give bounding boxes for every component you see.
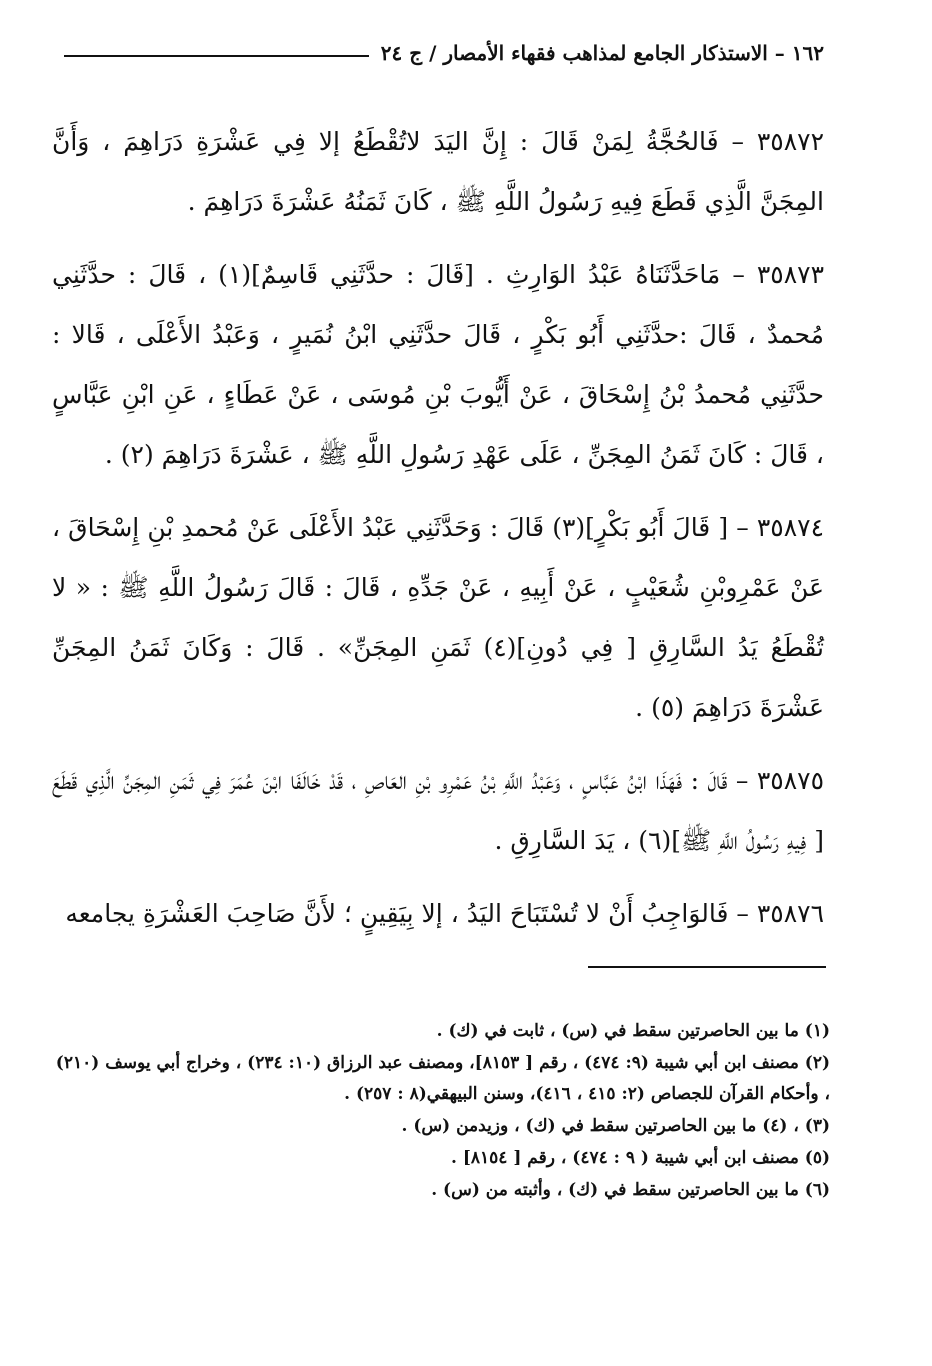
- footnote-3-4: (٣) ، (٤) ما بين الحاصرتين سقط في (ك) ، وزيدمن (س) .: [401, 1116, 830, 1136]
- paragraph-35872: [52, 112, 824, 232]
- paragraph-number: ٣٥٨٧٦ –: [736, 899, 824, 928]
- paragraph-35875: [52, 751, 824, 871]
- footnote-separator: [588, 966, 826, 968]
- paragraph-text: فَالحُجَّةُ لِمَنْ قَالَ : إِنَّ اليَدَ لاتُقْطَعُ إلا فِي عَشْرَةِ دَرَاهِمَ ، وَأَنَّ المِجَنَّ الَّذِي قَطَعَ فِيهِ رَسُولُ اللَّهِ ﷺ ، كَانَ ثَمَنُهُ عَشْرَةَ دَرَاهِمَ .: [52, 127, 824, 216]
- paragraph-35876: [52, 884, 824, 944]
- footnote-1: (١) ما بين الحاصرتين سقط في (س) ، ثابت في (ك) .: [436, 1021, 830, 1041]
- paragraph-number: ٣٥٨٧٣ –: [732, 260, 824, 289]
- paragraph-number: ٣٥٨٧٢ –: [731, 127, 825, 156]
- footnote-5: (٥) مصنف ابن أبي شيبة ( ٩ : ٤٧٤) ، رقم [ ٨١٥٤] .: [451, 1148, 830, 1168]
- header-rule: [64, 55, 369, 57]
- paragraph-35874: [52, 498, 824, 738]
- paragraph-number: ٣٥٨٧٥ –: [735, 766, 824, 795]
- running-header: [64, 36, 824, 70]
- paragraph-number: ٣٥٨٧٤ –: [736, 513, 825, 542]
- paragraph-text: قَالَ : فَهَذَا ابْنُ عَبَّاسٍ ، وَعَبْدُ اللَّهِ بْنُ عَمْرِو بْنِ العَاصِ ، قَدْ خَالَفَا ابْنَ عُمَرَ فِي ثَمَنِ المِجَنِّ الَّذِي قَطَعَ [ فِيهِ رَسُولُ اللَّهِ ﷺ](٦) ، يَدَ السَّارِقِ .: [52, 766, 824, 855]
- footnote-6: (٦) ما بين الحاصرتين سقط في (ك) ، وأثبته من (س) .: [431, 1180, 830, 1200]
- header-title: ١٦٢ – الاستذكار الجامع لمذاهب فقهاء الأمصار / ج ٢٤: [380, 41, 824, 65]
- paragraph-text: مَاحَدَّثَنَاهُ عَبْدُ الوَارِثِ . [قَالَ : حدَّثَنِي قَاسِمٌ](١) ، قَالَ : حدَّثَنِي مُحمدٌ ، قَالَ :حدَّثَنِي أَبُو بَكْرٍ ، قَالَ حدَّثَنِي ابْنُ نُمَيرٍ ، وَعَبْدُ الأَعْلَى ، قَالا : حدَّثَنِي مُحمدُ بْنُ إِسْحَاقَ ، عَنْ أَيُّوبَ بْنِ مُوسَى ، عَنْ عَطَاءٍ ، عَنِ ابْنِ عَبَّاسٍ ، قَالَ : كَانَ ثَمَنُ المِجَنِّ ، عَلَى عَهْدِ رَسُولِ اللَّهِ ﷺ ، عَشْرَةَ دَرَاهِمَ (٢) .: [52, 260, 824, 469]
- footnote-2: (٢) مصنف ابن أبي شيبة (٩: ٤٧٤) ، رقم [ ٨١٥٣]، ومصنف عبد الرزاق (١٠: ٢٣٤) ، وخراج أبي يوسف (٢١٠) ، وأحكام القرآن للجصاص (٢: ٤١٥ ، ٤١٦)، وسنن البيهقي(٨ : ٢٥٧) .: [55, 1053, 830, 1104]
- main-text: [52, 112, 824, 957]
- paragraph-35873: [52, 245, 824, 485]
- paragraph-text: فَالوَاجِبُ أَنْ لا تُسْتَبَاحَ اليَدُ ، إلا بِيَقِينٍ ؛ لأَنَّ صَاحِبَ العَشْرَةِ يجامعه: [65, 899, 729, 928]
- paragraph-text: [ قَالَ أَبُو بَكْرٍ](٣) قَالَ : وَحَدَّثَنِي عَبْدُ الأَعْلَى عَنْ مُحمدِ بْنِ إِسْحَاقَ ، عَنْ عَمْرِوبْنِ شُعَيْبٍ ، عَنْ أَبِيهِ ، عَنْ جَدِّهِ ، قَالَ : قَالَ رَسُولُ اللَّهِ ﷺ : « لا تُقْطَعُ يَدُ السَّارِقِ [ فِي دُونِ](٤) ثَمَنِ المِجَنِّ» . قَالَ : وَكَانَ ثَمَنُ المِجَنِّ عَشْرَةَ دَرَاهِمَ (٥) .: [52, 513, 824, 722]
- footnotes: [54, 1016, 830, 1207]
